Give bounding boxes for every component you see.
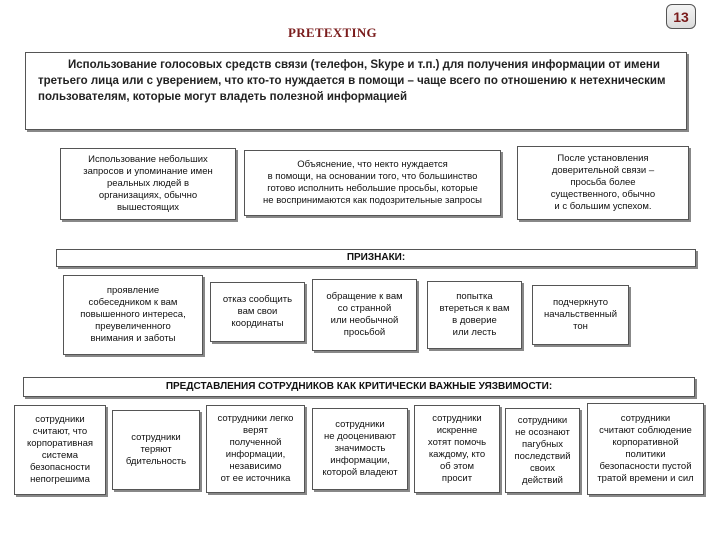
signs-header: ПРИЗНАКИ: [56, 249, 696, 267]
method-box-3: После установления доверительной связи – просьба более существенного, обычно и с большим успехом. [517, 146, 689, 220]
sign-box-4: попытка втереться к вам в доверие или лесть [427, 281, 522, 349]
vulnerability-box-4: сотрудники не дооценивают значимость информации, которой владеют [312, 408, 408, 490]
intro-definition: Использование голосовых средств связи (телефон, Skype и т.п.) для получения информации от имени третьего лица или с уверением, что кто-то нуждается в помощи – чаще всего по отношению к нетехническим пользователям, которые могут владеть полезной информацией [25, 52, 687, 130]
method-box-1: Использование небольших запросов и упоминание имен реальных людей в организациях, обычно вышестоящих [60, 148, 236, 220]
vulnerability-box-7: сотрудники считают соблюдение корпоративной политики безопасности пустой тратой времени и сил [587, 403, 704, 495]
method-box-2: Объяснение, что некто нуждается в помощи, на основании того, что большинство готово исполнить небольшие просьбы, которые не воспринимаются как подозрительные запросы [244, 150, 501, 216]
page-number-badge: 13 [666, 4, 696, 29]
sign-box-2: отказ сообщить вам свои координаты [210, 282, 305, 342]
slide-title: PRETEXTING [288, 25, 377, 40]
sign-box-1: проявление собеседником к вам повышенного интереса, преувеличенного внимания и заботы [63, 275, 203, 355]
vulnerability-box-6: сотрудники не осознают пагубных последствий своих действий [505, 408, 580, 493]
vulnerability-box-1: сотрудники считают, что корпоративная система безопасности непогрешима [14, 405, 106, 495]
sign-box-3: обращение к вам со странной или необычной просьбой [312, 279, 417, 351]
vulnerabilities-header: ПРЕДСТАВЛЕНИЯ СОТРУДНИКОВ КАК КРИТИЧЕСКИ ВАЖНЫЕ УЯЗВИМОСТИ: [23, 377, 695, 397]
vulnerability-box-5: сотрудники искренне хотят помочь каждому, кто об этом просит [414, 405, 500, 493]
vulnerability-box-3: сотрудники легко верят полученной информации, независимо от ее источника [206, 405, 305, 493]
vulnerability-box-2: сотрудники теряют бдительность [112, 410, 200, 490]
sign-box-5: подчеркнуто начальственный тон [532, 285, 629, 345]
